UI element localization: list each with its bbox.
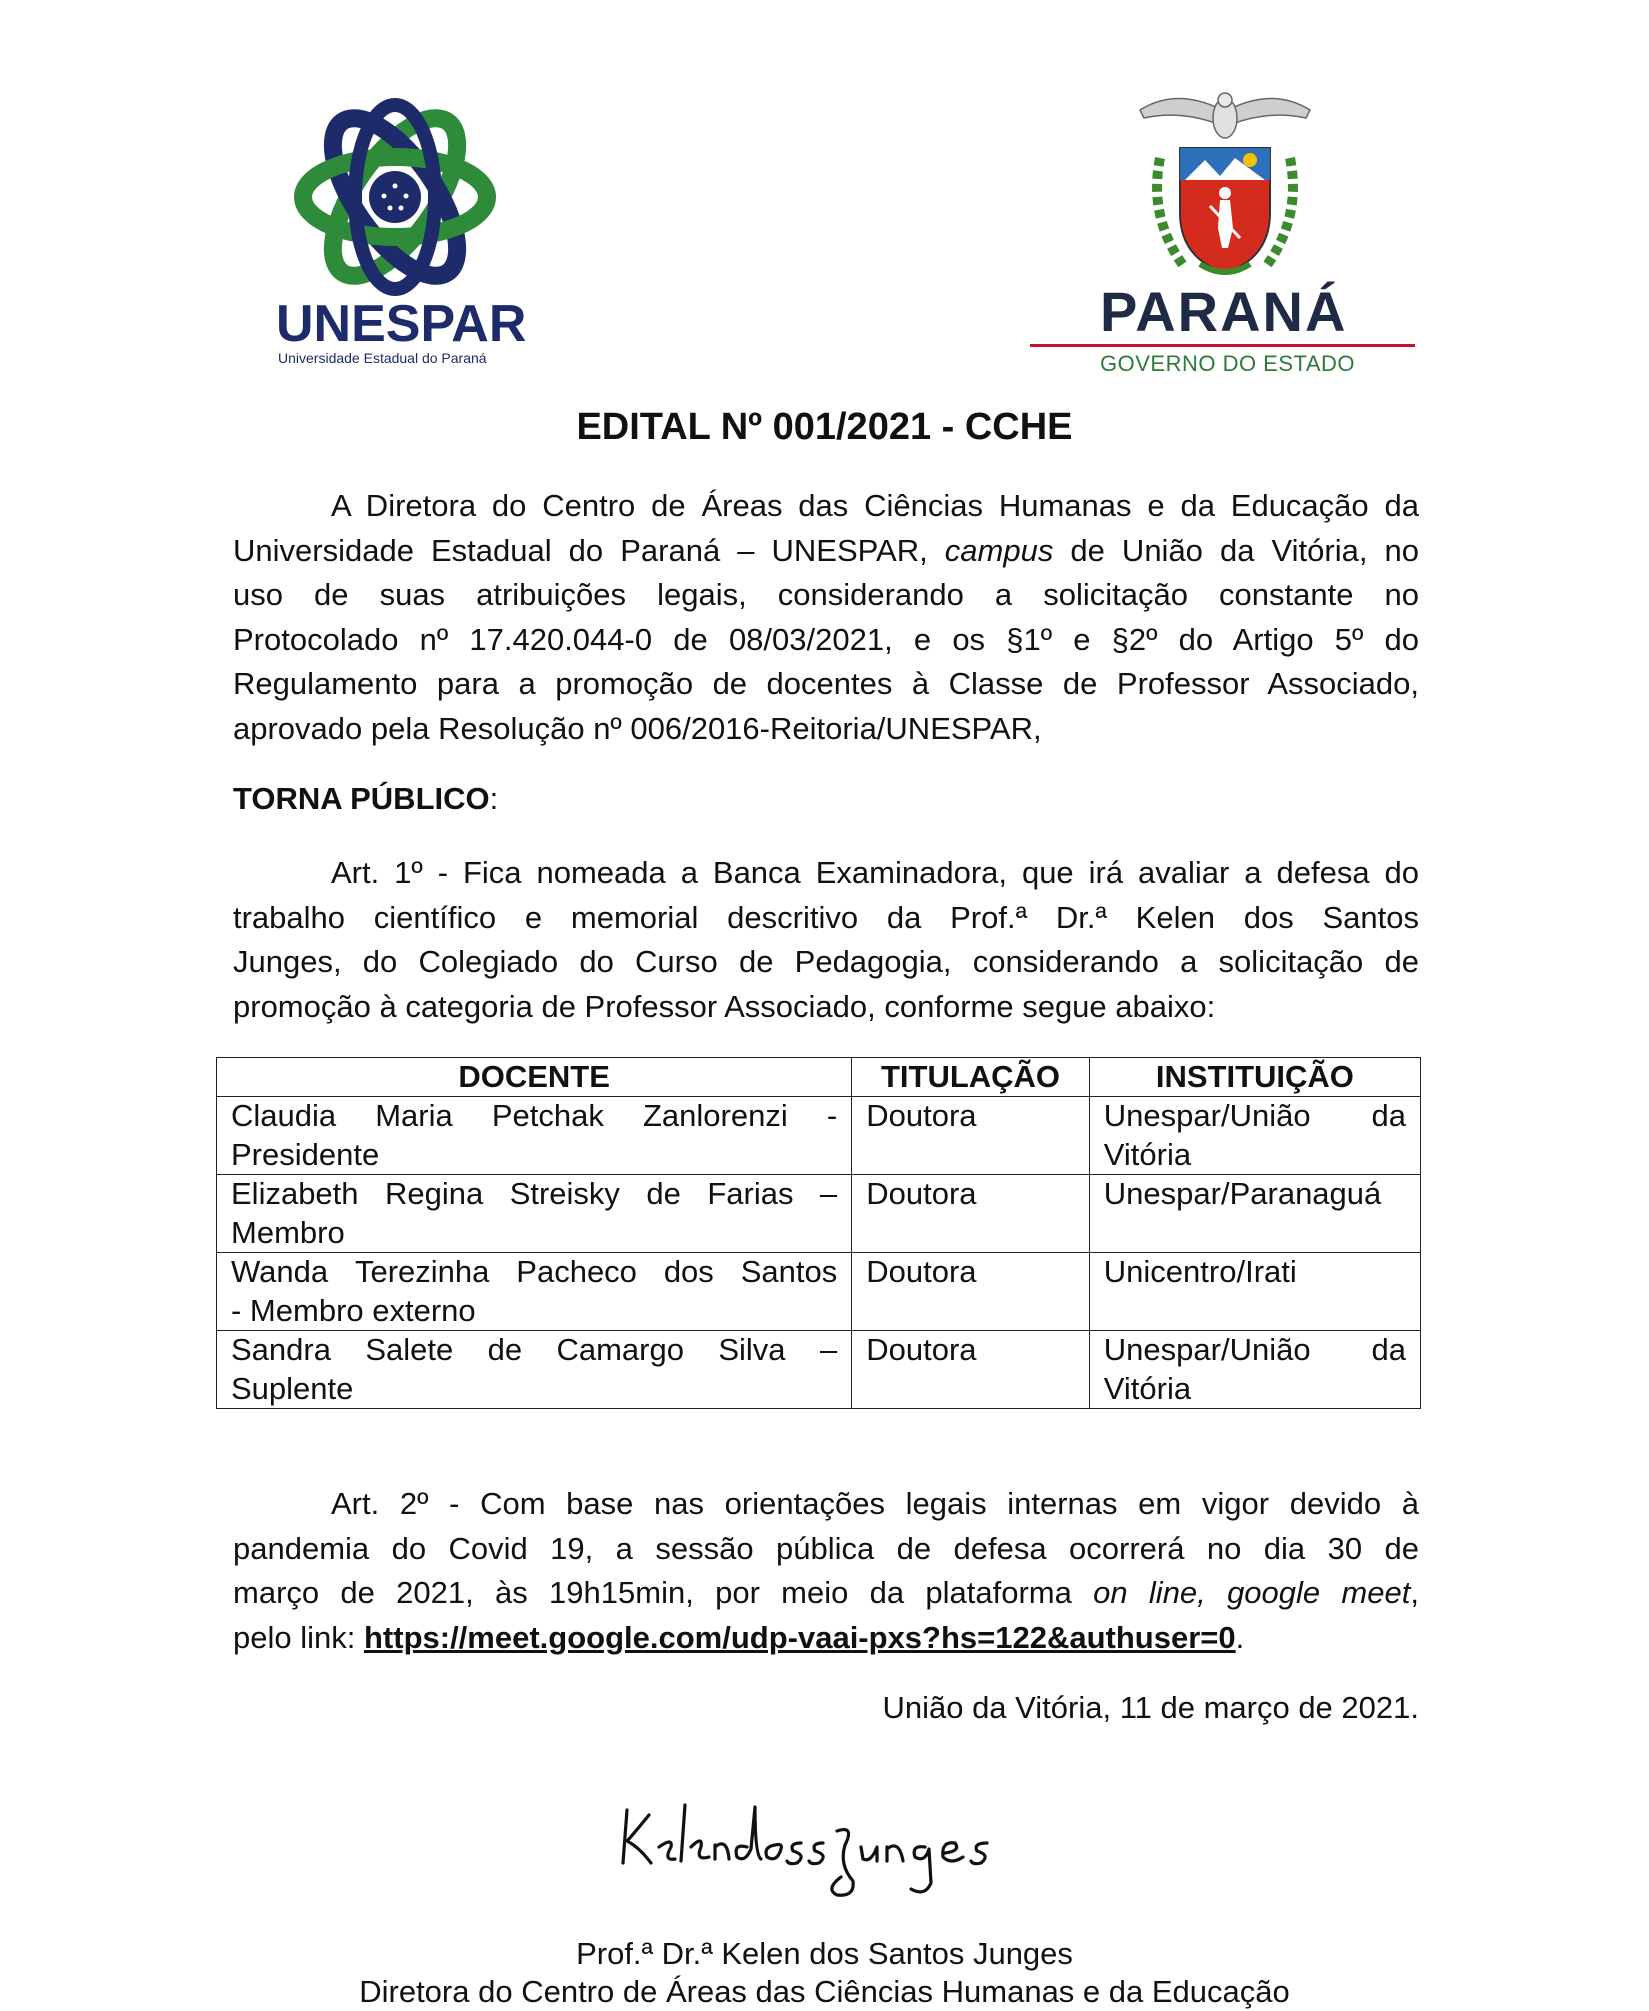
intro-paragraph	[233, 484, 1419, 751]
parana-divider	[1030, 344, 1415, 347]
cell-instituicao	[1089, 1253, 1420, 1331]
instituicao-line-2: Vitória	[1103, 1136, 1192, 1172]
cell-docente	[217, 1331, 852, 1409]
art1-line-3: Junges, do Colegiado do Curso de Pedagogia, considerando a solicitação de	[233, 944, 1419, 979]
art2-line-3c: ,	[1410, 1575, 1419, 1610]
unespar-wordmark: UNESPAR	[276, 295, 527, 353]
torna-publico-heading	[233, 777, 498, 821]
parana-wordmark: PARANÁ	[1100, 280, 1348, 343]
art2-line-3-italic: on line, google meet	[1093, 1575, 1411, 1610]
parana-coat-of-arms-icon	[1130, 88, 1320, 288]
cell-instituicao	[1089, 1097, 1420, 1175]
art2-line-2: pandemia do Covid 19, a sessão pública de defesa ocorrerá no dia 30 de	[233, 1530, 1419, 1566]
cell-titulacao: Doutora	[852, 1097, 1090, 1175]
docente-line-1: Sandra Salete de Camargo Silva –	[231, 1332, 838, 1367]
docente-line-2: Membro	[231, 1214, 345, 1250]
article-1-paragraph	[233, 851, 1419, 1029]
cell-instituicao	[1089, 1175, 1420, 1253]
document-title: EDITAL Nº 001/2021 - CCHE	[576, 406, 1073, 448]
intro-line-2a: Universidade Estadual do Paraná – UNESPAR,	[233, 532, 928, 568]
docente-line-1: Elizabeth Regina Streisky de Farias –	[231, 1176, 838, 1211]
docente-line-1: Claudia Maria Petchak Zanlorenzi -	[231, 1098, 838, 1133]
intro-line-3: uso de suas atribuições legais, considerando a solicitação constante no	[233, 577, 1419, 612]
docente-line-2: - Membro externo	[231, 1292, 476, 1328]
docente-line-2: Presidente	[231, 1136, 380, 1172]
table-row	[217, 1175, 1421, 1253]
unespar-emblem-icon	[270, 92, 520, 302]
intro-line-6: aprovado pela Resolução nº 006/2016-Reitoria/UNESPAR,	[233, 710, 1042, 746]
cell-docente	[217, 1097, 852, 1175]
unespar-subtitle: Universidade Estadual do Paraná	[278, 350, 487, 366]
cell-instituicao	[1089, 1331, 1420, 1409]
table-header-row	[217, 1058, 1421, 1097]
art1-line-4: promoção à categoria de Professor Associado, conforme segue abaixo:	[233, 988, 1216, 1024]
intro-line-4: Protocolado nº 17.420.044-0 de 08/03/2021, e os §1º e §2º do Artigo 5º do	[233, 621, 1419, 657]
signatory-name: Prof.ª Dr.ª Kelen dos Santos Junges	[576, 1936, 1073, 1971]
torna-publico-colon: :	[489, 781, 499, 816]
table-row	[217, 1331, 1421, 1409]
instituicao-line-1: Unespar/União da	[1103, 1332, 1406, 1367]
docente-line-2: Suplente	[231, 1370, 354, 1406]
instituicao-line-1: Unespar/Paranaguá	[1103, 1176, 1382, 1211]
unespar-logo	[270, 92, 527, 366]
art1-line-1: Art. 1º - Fica nomeada a Banca Examinadora, que irá avaliar a defesa do	[331, 855, 1419, 890]
docente-line-1: Wanda Terezinha Pacheco dos Santos	[231, 1254, 838, 1289]
date-location: União da Vitória, 11 de março de 2021.	[882, 1690, 1419, 1725]
intro-line-1: A Diretora do Centro de Áreas das Ciências Humanas e da Educação da	[331, 488, 1419, 523]
art2-line-1: Art. 2º - Com base nas orientações legais internas em vigor devido à	[331, 1486, 1419, 1521]
examination-board-table	[216, 1057, 1421, 1409]
instituicao-line-1: Unespar/União da	[1103, 1098, 1406, 1133]
parana-government-logo	[1025, 88, 1425, 378]
instituicao-line-1: Unicentro/Irati	[1103, 1254, 1297, 1289]
header-instituicao: INSTITUIÇÃO	[1089, 1058, 1420, 1097]
cell-titulacao: Doutora	[852, 1253, 1090, 1331]
art1-line-2: trabalho científico e memorial descritivo da Prof.ª Dr.ª Kelen dos Santos	[233, 899, 1419, 935]
cell-titulacao: Doutora	[852, 1175, 1090, 1253]
parana-subtitle: GOVERNO DO ESTADO	[1100, 351, 1356, 376]
meet-link[interactable]: https://meet.google.com/udp-vaai-pxs?hs=122&authuser=0	[363, 1619, 1236, 1655]
intro-line-2b: de União da Vitória, no	[1070, 532, 1419, 568]
art2-line-3a: março de 2021, às 19h15min, por meio da plataforma	[233, 1575, 1072, 1610]
cell-docente	[217, 1175, 852, 1253]
signatory-role: Diretora do Centro de Áreas das Ciências Humanas e da Educação	[359, 1974, 1290, 2009]
torna-publico-label: TORNA PÚBLICO	[233, 781, 490, 816]
article-2-paragraph	[233, 1482, 1419, 1660]
art2-line-4c: .	[1235, 1619, 1245, 1655]
cell-docente	[217, 1253, 852, 1331]
table-row	[217, 1253, 1421, 1331]
header-titulacao: TITULAÇÃO	[852, 1058, 1090, 1097]
handwritten-signature	[615, 1785, 1035, 1905]
art2-line-4a: pelo link:	[233, 1619, 356, 1655]
intro-line-2-italic: campus	[944, 532, 1054, 568]
instituicao-line-2: Vitória	[1103, 1370, 1192, 1406]
cell-titulacao: Doutora	[852, 1331, 1090, 1409]
table-row	[217, 1097, 1421, 1175]
header-docente: DOCENTE	[217, 1058, 852, 1097]
intro-line-5: Regulamento para a promoção de docentes à Classe de Professor Associado,	[233, 666, 1419, 701]
